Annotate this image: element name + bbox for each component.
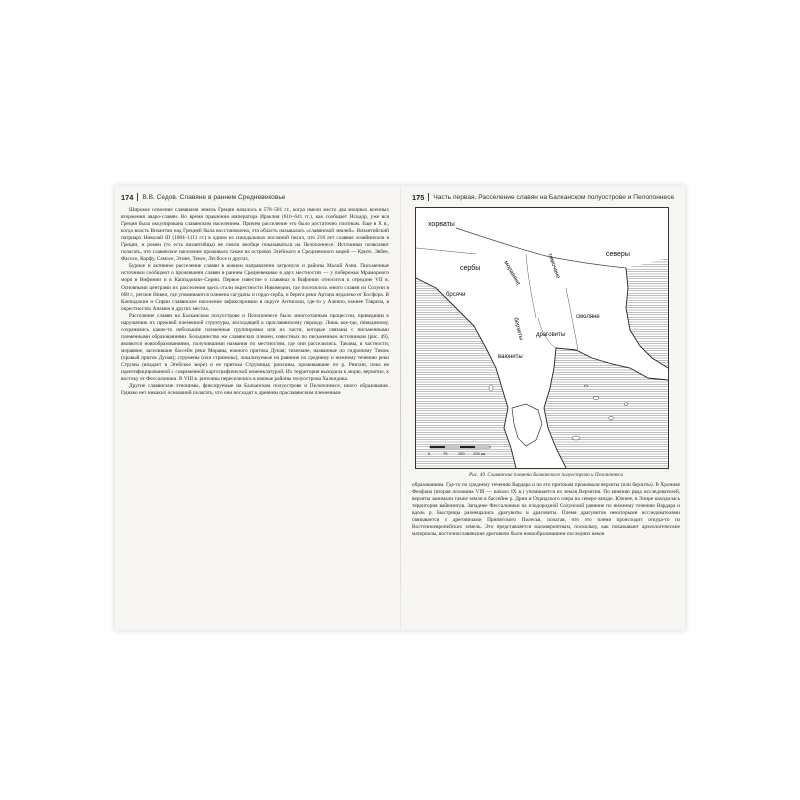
paragraph: Бурное и активное расселение славян в южном направлении затронуло и районы Малой Азии. Письменные источники сообщают о проживании славян в раннем Средневековье в двух местностях — у побережья Мраморного моря в Вифинии и в Каппадокии–Сирии. Первое известие о славянах в Вифинии относится к середине VII в. Основными центрами их расселения здесь стали окрестности Никомедии, где поселилось много славян из Солуни в 668 г., регион Никеи, где упоминаются племена сагудаты и гордо-серба, и берега реки Артана недалеко от Босфора. В Каппадокии и Сирии славянское население зафиксировано в округе Антиохии, где-то у Алеппо, южнее Тавриза, в окрестностях Апамеи и других местах. <box>121 263 389 312</box>
book-gutter <box>400 186 401 630</box>
peloponnese <box>512 404 542 446</box>
map-label-severs: северы <box>606 251 630 258</box>
adriatic-sea <box>416 278 516 468</box>
island <box>489 385 493 391</box>
right-page <box>412 192 680 622</box>
head-divider <box>428 193 429 201</box>
island <box>584 385 588 387</box>
map-label-serbs: сербы <box>460 265 481 272</box>
right-running-title: Часть первая. Расселение славян на Балканском полуострове и Пелопоннесе <box>433 193 675 201</box>
black-sea <box>626 258 668 368</box>
map-label-tribe-b: смоляне <box>576 314 600 320</box>
paragraph: Расселение славян на Балканском полуострове и Пелопоннесе было многоэтапным процессом, приведшим к нарушению их прежней племенной структуры, восходящей к праславянскому периоду. Лишь кое-где, повидимому, сохранялись какие-то небольшие племенные группировки или их части, которые связаны с письменными племенными образованиями. Большинство же славянских племен, известных по письменным источникам (рис. 49), являются новообразованиями, получившими названия по местностям, где они расселились. Таковы, в частности, моравяне, заселившие бассейн реки Моравы, южного притока Дуная; тимочане, названные по гидрониму Тимок (правый приток Дуная); струмены (или стримоны), локализуемые на равнине по среднему и нижнему течению реки Струмы (впадает в Эгейское море) и ее притока Струмицы; ринхины, проживавшие по р. Ринхин, пока не идентифицированной с современной картографической номенклатурой. Их территория выходила к морю, вероятно, к востоку от Фессалоники. В VIII в. ринхины переселились в южные районы полуострова Халкидика. <box>121 312 389 383</box>
island <box>624 403 628 405</box>
island <box>593 397 599 400</box>
danube-river <box>456 228 626 268</box>
scale-label: 225 км <box>473 451 486 456</box>
right-running-head <box>412 192 680 202</box>
scale-label: 150 <box>458 451 465 456</box>
left-page <box>121 192 389 622</box>
sava-river <box>416 248 476 254</box>
right-body-text <box>412 482 680 538</box>
paragraph: Другие славянские этнонимы, фиксируемые на Балканском полуострове и Пелопоннесе, иного образования. Однако нет никаких оснований полагать, что они восходят к древним праславянским племенным <box>121 383 389 397</box>
left-running-head <box>121 192 389 202</box>
paragraph: образованиям. Где-то по среднему течению Вардара и по его притокам проживали верзиты (или берзиты). В Хронике Феофана (вторая половина VIII — начало IX в.) упоминается их земля Верзития. По мнению ряда исследователей, верзиты занимали также земли в бассейне р. Дрин и Охридского озера на северо-западе. Южнее, в Эпире находилась территория вайюнитов. Западнее Фессалоники на плодородной Солунской равнине по нижнему течению Вардара и вдоль р. Быстрицы размещались драгувиты и драговиты. Племя драгувитов некоторыми исследователями связывается с дреговичами Припятского Полесья, полагая, что это племя происходит откуда-то из Восточноевропейских земель. Это представляется маловероятным, поскольку, как показывают археологические материалы, восточнославянские дреговичи были новообразованием последних веков <box>412 482 680 538</box>
balkans-map-svg <box>416 208 668 468</box>
scale-label: 75 <box>443 451 448 456</box>
map-label-tribe-d: ваюниты <box>498 354 523 360</box>
right-page-number: 175 <box>412 192 425 202</box>
island <box>609 417 614 420</box>
map-label-tribe-e: берзиты <box>512 316 524 341</box>
map-label-tribe-c: драговиты <box>536 332 566 338</box>
figure-49-map <box>415 207 669 469</box>
left-page-number: 174 <box>121 192 134 202</box>
left-body-text <box>121 207 389 397</box>
island <box>572 436 580 440</box>
morava-river <box>526 254 536 318</box>
paragraph: Широкое освоение славянами земель Греции началось в 578–581 гг., когда имели место два мощных военных вторжения аваро-славян. Во время правления императора Ираклия (610–641 гг.), как сообщает Исидор, уже вся Греция была оккупирована славянским населением. Причем расселение это было достаточно плотным. Еще в X в., когда власть Византии над Грецией была восстановлена, эта область называлась «славянской землей». Византийский патриарх Николай III (1084–1111 гг.) в одном из синодальных посланий писал, что 218 лет славяне хозяйничали в Греции, и ромеи (то есть византийцы) не смели вообще показываться на Пелопоннесе. Источники позволяют полагать, что славянское население проживало также на островах Эгейского и Средиземного морей — Крите, Эвбее, Фасосе, Корфу, Самосе, Эгине, Тенсе, Лесбосе и других. <box>121 207 389 263</box>
head-divider <box>137 193 138 201</box>
left-running-title: В.В. Седов. Славяне в раннем Средневековье <box>142 193 286 201</box>
figure-caption: Рис. 49. Славянские племена Балканского полуострова и Пелопоннеса <box>468 472 624 478</box>
scale-label: 0 <box>428 451 431 456</box>
map-label-moravians: моравяне <box>502 260 522 287</box>
map-label-timochans: тимочане <box>546 252 561 280</box>
map-label-croats: хорваты <box>428 221 455 228</box>
map-label-tribe-a: брсячи <box>446 292 466 298</box>
book-spread <box>115 186 685 630</box>
aegean-sea <box>544 348 668 468</box>
